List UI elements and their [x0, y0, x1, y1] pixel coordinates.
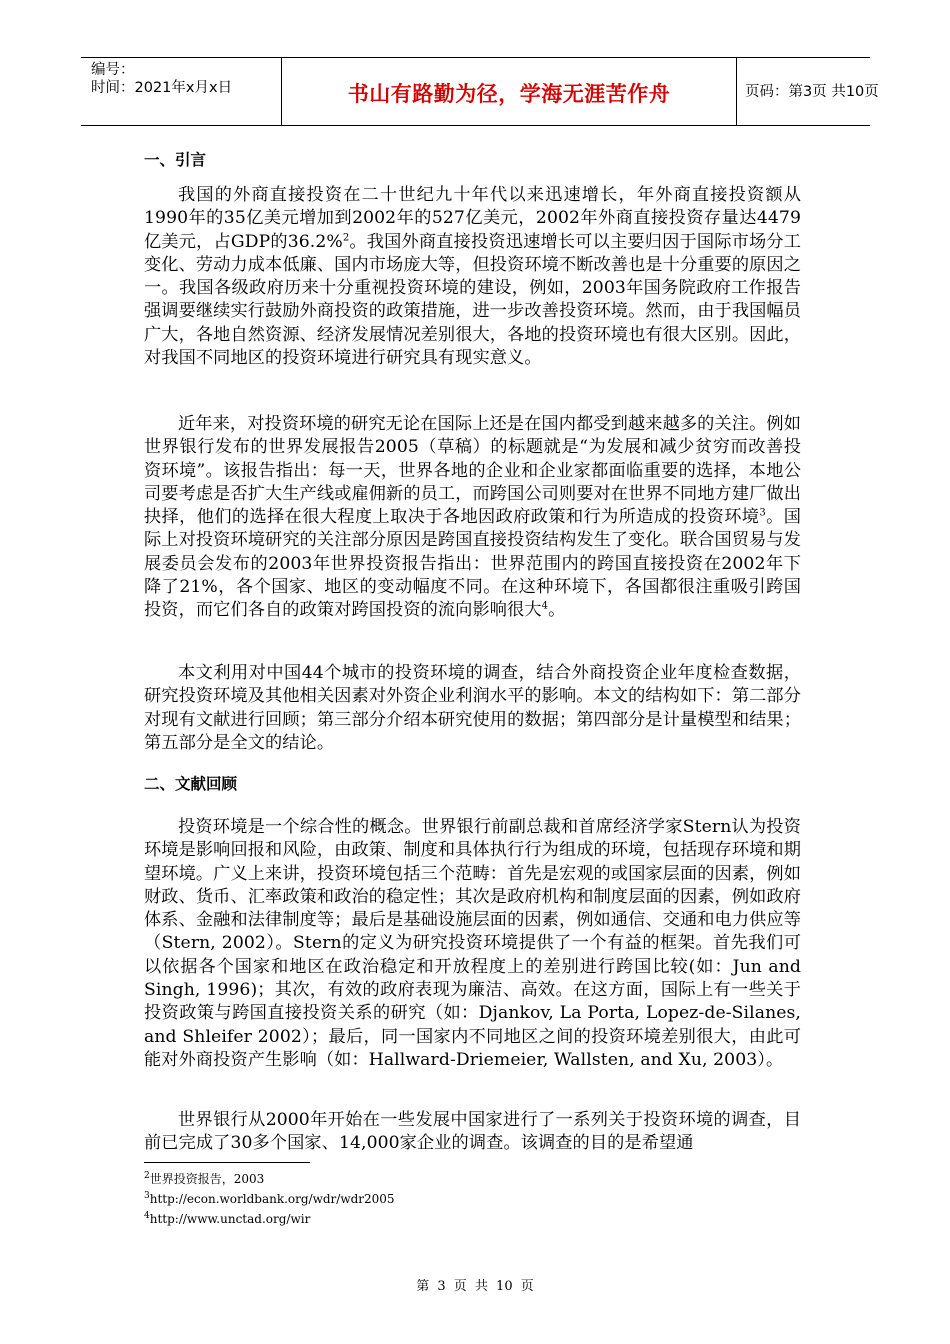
paragraph-text: 世界银行从2000年开始在一些发展中国家进行了一系列关于投资环境的调查，目前已完成了30多个国家、14,000家企业的调查。该调查的目的是希望通 [144, 1110, 801, 1154]
paragraph-text: 。 [548, 600, 566, 621]
footnote-text: http://www.unctad.org/wir [149, 1212, 311, 1226]
footnote-text: 世界投资报告，2003 [149, 1172, 265, 1186]
paragraph-intro-1 [144, 184, 801, 370]
section-heading-intro: 一、引言 [144, 151, 207, 169]
document-number-label: 编号： [91, 62, 135, 78]
paragraph-text: 本文利用对中国44个城市的投资环境的调查，结合外商投资企业年度检查数据，研究投资环境及其他相关因素对外资企业利润水平的影响。本文的结构如下：第二部分对现有文献进行回顾；第三部分介绍本研究使用的数据；第四部分是计量模型和结果；第五部分是全文的结论。 [144, 663, 801, 753]
footnote-4 [144, 1212, 310, 1226]
footnote-mark: 4 [144, 1211, 150, 1221]
paragraph-text: 我国的外商直接投资在二十世纪九十年代以来迅速增长，年外商直接投资额从1990年的35亿美元增加到2002年的527亿美元，2002年外商直接投资存量达4479亿美元，占GDP的36.2% [144, 185, 801, 252]
paragraph-intro-3 [144, 662, 801, 755]
footnote-ref-3: 3 [759, 507, 766, 519]
paragraph-literature-2 [144, 1109, 801, 1156]
footnote-2 [144, 1172, 264, 1186]
footnote-mark: 2 [144, 1171, 150, 1181]
header-motto: 书山有路勤为径，学海无涯苦作舟 [347, 82, 671, 106]
footnote-ref-4: 4 [541, 600, 549, 612]
footnote-divider [144, 1162, 310, 1163]
header-table [81, 57, 879, 126]
paragraph-text: 投资环境是一个综合性的概念。世界银行前副总裁和首席经济学家Stern认为投资环境是影响回报和风险，由政策、制度和具体执行行为组成的环境，包括现存环境和期望环境。广义上来讲，投资环境包括三个范畴：首先是宏观的或国家层面的因素，例如财政、货币、汇率政策和政治的稳定性；其次是政府机构和制度层面的因素，例如政府体系、金融和法律制度等；最后是基础设施层面的因素，例如通信、交通和电力供应等（Stern, 2002）。Stern的定义为研究投资环境提供了一个有益的框架。首先我们可以依据各个国家和地区在政治稳定和开放程度上的差别进行跨国比较(如：Jun and Singh, 1996)；其次，有效的政府表现为廉洁、高效。在这方面，国际上有一些关于投资政策与跨国直接投资关系的研究（如：Djankov, La Porta, Lopez-de-Silanes, and Shleifer 2002）；最后，同一国家内不同地区之间的投资环境差别很大，由此可能对外商投资产生影响（如：Hallward-Driemeier, Wallsten, and Xu, 2003）。 [144, 817, 801, 1070]
section-heading-literature: 二、文献回顾 [144, 775, 238, 793]
paragraph-intro-2 [144, 413, 801, 623]
paragraph-text: 。国际上对投资环境研究的关注部分原因是跨国直接投资结构发生了变化。联合国贸易与发展委员会发布的2003年世界投资报告指出：世界范围内的跨国直接投资在2002年下降了21%，各个国家、地区的变动幅度不同。在这种环境下，各国都很注重吸引跨国投资，而它们各自的政策对跨国投资的流向影响很大 [144, 507, 801, 621]
footnote-mark: 3 [144, 1191, 150, 1201]
header-right-cell [736, 58, 879, 125]
footnote-text: http://econ.worldbank.org/wdr/wdr2005 [149, 1192, 395, 1206]
footnote-ref-2: 2 [342, 231, 350, 243]
header-left-cell [81, 58, 281, 125]
paragraph-text: 。我国外商直接投资迅速增长可以主要归因于国际市场分工变化、劳动力成本低廉、国内市场庞大等，但投资环境不断改善也是十分重要的原因之一。我国各级政府历来十分重视投资环境的建设，例如，2003年国务院政府工作报告强调要继续实行鼓励外商投资的政策措施，进一步改善投资环境。然而，由于我国幅员广大，各地自然资源、经济发展情况差别很大，各地的投资环境也有很大区别。因此，对我国不同地区的投资环境进行研究具有现实意义。 [144, 231, 801, 369]
paragraph-text: 近年来，对投资环境的研究无论在国际上还是在国内都受到越来越多的关注。例如世界银行发布的世界发展报告2005（草稿）的标题就是“为发展和减少贫穷而改善投资环境”。该报告指出：每一天，世界各地的企业和企业家都面临重要的选择，本地公司要考虑是否扩大生产线或雇佣新的员工，而跨国公司则要对在世界不同地方建厂做出抉择，他们的选择在很大程度上取决于各地因政府政策和行为所造成的投资环境 [144, 414, 801, 528]
paragraph-literature-1 [144, 816, 801, 1072]
page-indicator: 页码：第3页 共10页 [745, 84, 879, 100]
header-center-cell [281, 58, 737, 125]
document-date-label: 时间：2021年x月x日 [91, 80, 233, 96]
footnote-3 [144, 1192, 395, 1206]
page-number-footer: 第 3 页 共 10 页 [416, 1279, 534, 1294]
